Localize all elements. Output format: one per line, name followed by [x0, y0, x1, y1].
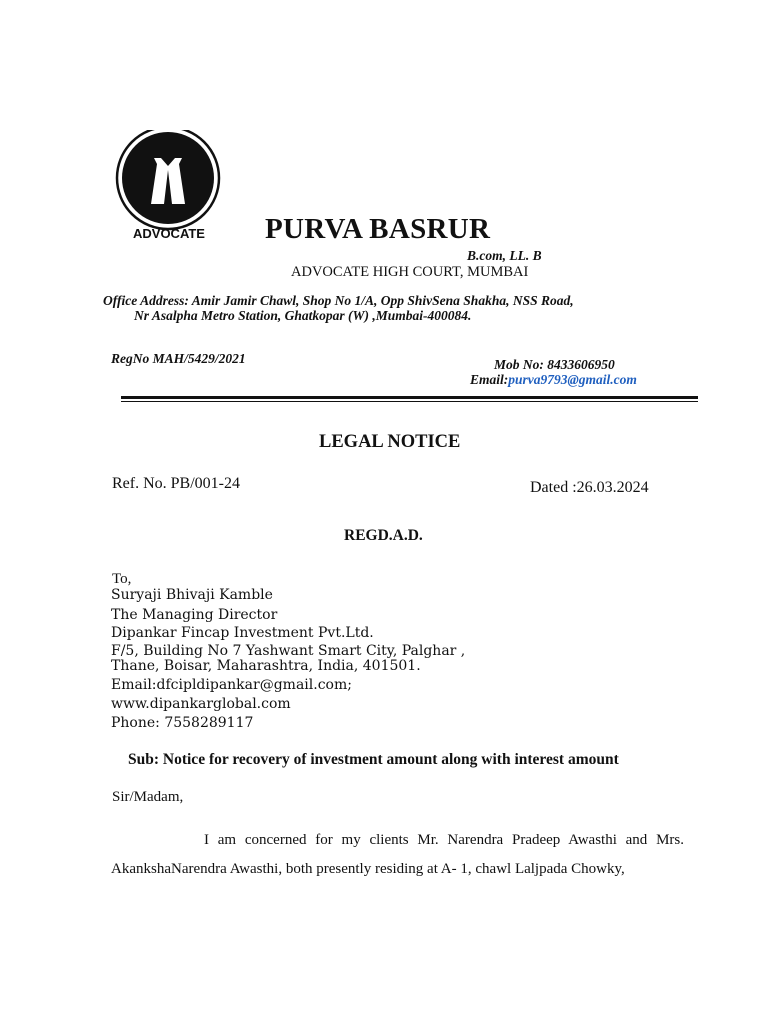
body-paragraph — [112, 832, 684, 849]
notice-title: LEGAL NOTICE — [319, 432, 461, 452]
reference-number: Ref. No. PB/001-24 — [112, 475, 240, 492]
qualification: B.com, LL. B — [467, 248, 542, 263]
body-line1: I am concerned for my clients Mr. Narendra Pradeep Awasthi and Mrs. — [204, 832, 684, 848]
logo-text: ADVOCATE — [133, 226, 205, 241]
email-line — [470, 372, 637, 388]
office-address-line2: Nr Asalpha Metro Station, Ghatkopar (W) ,Mumbai-400084. — [134, 308, 472, 323]
subject-line: Sub: Notice for recovery of investment amount along with interest amount — [128, 751, 619, 768]
advocate-logo — [115, 130, 225, 242]
mobile-number: Mob No: 8433606950 — [494, 357, 615, 372]
recipient-email: Email:dfcipldipankar@gmail.com; — [111, 677, 352, 693]
body-line2: AkankshaNarendra Awasthi, both presently residing at A- 1, chawl Laljpada Chowky, — [111, 861, 625, 877]
office-address-line1: Office Address: Amir Jamir Chawl, Shop No 1/A, Opp ShivSena Shakha, NSS Road, — [103, 293, 574, 308]
recipient-website: www.dipankarglobal.com — [111, 696, 291, 712]
recipient-phone: Phone: 7558289117 — [111, 715, 254, 731]
email-link[interactable]: purva9793@gmail.com — [508, 372, 637, 387]
recipient-name: Suryaji Bhivaji Kamble — [111, 587, 273, 603]
recipient-designation: The Managing Director — [111, 607, 278, 623]
delivery-mode: REGD.A.D. — [344, 527, 423, 544]
email-label: Email: — [470, 372, 509, 387]
to-label: To, — [112, 571, 132, 587]
recipient-address-line1: F/5, Building No 7 Yashwant Smart City, Palghar , — [111, 643, 466, 659]
court-designation: ADVOCATE HIGH COURT, MUMBAI — [291, 264, 529, 280]
registration-number: RegNo MAH/5429/2021 — [111, 351, 246, 366]
notice-date: Dated :26.03.2024 — [530, 479, 649, 496]
letterhead-divider — [121, 396, 698, 403]
recipient-company: Dipankar Fincap Investment Pvt.Ltd. — [111, 625, 374, 641]
salutation: Sir/Madam, — [112, 789, 184, 805]
recipient-address-line2: Thane, Boisar, Maharashtra, India, 401501. — [111, 658, 421, 674]
advocate-name: PURVA BASRUR — [265, 213, 491, 245]
